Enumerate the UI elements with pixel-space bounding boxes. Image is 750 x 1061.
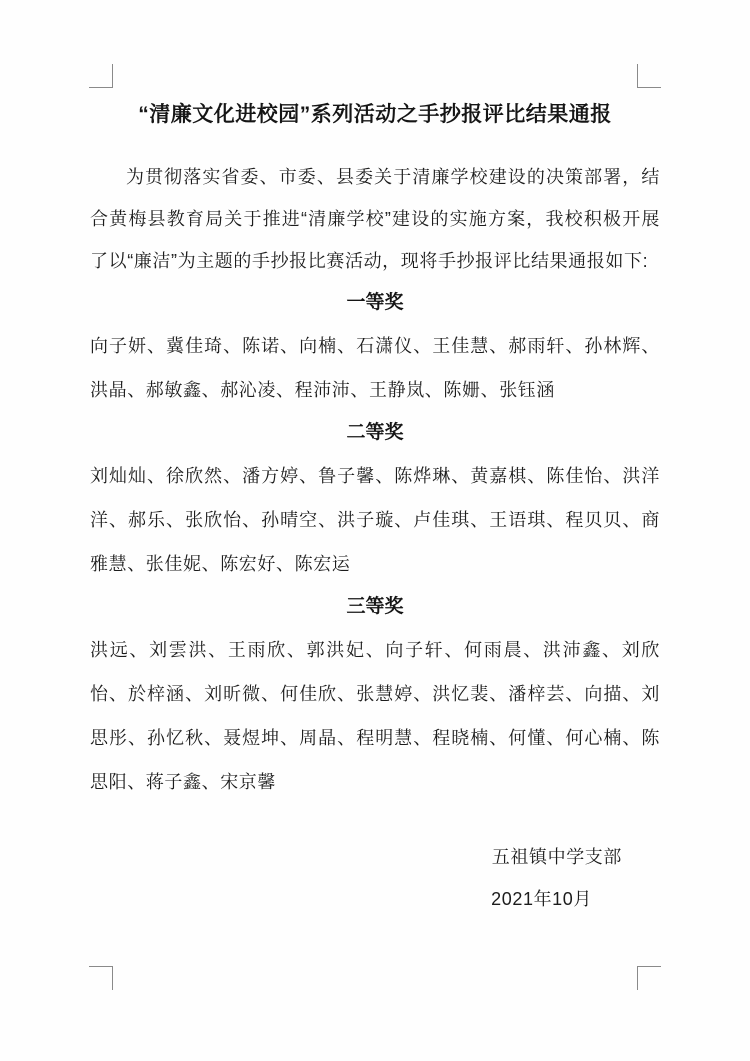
margin-crop-mark-bottom-left bbox=[89, 966, 113, 990]
second-prize-names: 刘灿灿、徐欣然、潘方婷、鲁子馨、陈烨琳、黄嘉棋、陈佳怡、洪洋洋、郝乐、张欣怡、孙晴空、洪子璇、卢佳琪、王语琪、程贝贝、商雅慧、张佳妮、陈宏好、陈宏运 bbox=[90, 466, 660, 574]
first-prize-names: 向子妍、冀佳琦、陈诺、向楠、石潇仪、王佳慧、郝雨轩、孙林辉、洪晶、郝敏鑫、郝沁凌、程沛沛、王静岚、陈姗、张钰涵 bbox=[90, 336, 660, 400]
third-prize-names: 洪远、刘雲洪、王雨欣、郭洪妃、向子轩、何雨晨、洪沛鑫、刘欣怡、於梓涵、刘昕微、何佳欣、张慧婷、洪忆裴、潘梓芸、向描、刘思彤、孙忆秋、聂煜坤、周晶、程明慧、程晓楠、何懂、何心楠、陈思阳、蒋子鑫、宋京馨 bbox=[90, 640, 660, 792]
margin-crop-mark-bottom-right bbox=[637, 966, 661, 990]
document-title: “清廉文化进校园”系列活动之手抄报评比结果通报 bbox=[138, 103, 612, 126]
section-first-prize bbox=[90, 282, 660, 412]
intro-paragraph: 为贯彻落实省委、市委、县委关于清廉学校建设的决策部署，结合黄梅县教育局关于推进“清廉学校”建设的实施方案，我校积极开展了以“廉洁”为主题的手抄报比赛活动，现将手抄报评比结果通报如下: bbox=[90, 167, 660, 271]
signature-block bbox=[90, 836, 660, 920]
section-third-prize bbox=[90, 586, 660, 804]
section-second-prize bbox=[90, 412, 660, 586]
signature-date: 2021年10月 bbox=[491, 889, 592, 909]
third-prize-heading: 三等奖 bbox=[346, 596, 404, 617]
first-prize-heading: 一等奖 bbox=[346, 292, 404, 313]
second-prize-heading: 二等奖 bbox=[346, 422, 404, 443]
signature-organization: 五祖镇中学支部 bbox=[491, 847, 622, 867]
